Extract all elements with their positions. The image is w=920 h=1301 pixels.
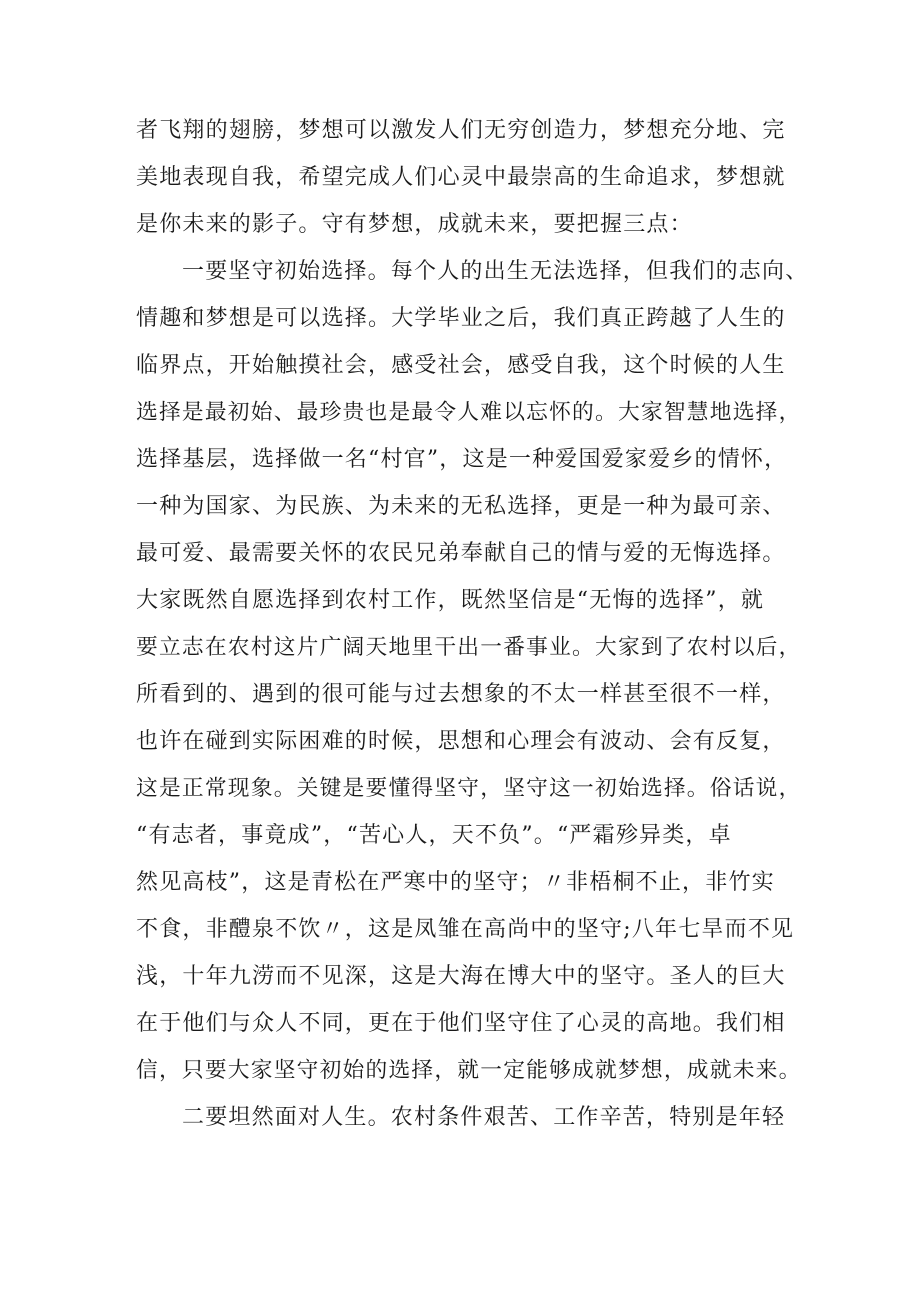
text-line: 者飞翔的翅膀，梦想可以激发人们无穷创造力，梦想充分地、完 [136, 118, 786, 143]
text-line: 不食，非醴泉不饮〃，这是凤雏在高尚中的坚守;八年七旱而不见 [136, 917, 795, 942]
text-line: “有志者，事竟成”，“苦心人，天不负”。“严霜殄异类，卓 [136, 823, 732, 848]
text-line: 在于他们与众人不同，更在于他们坚守住了心灵的高地。我们相 [136, 1011, 786, 1036]
text-line: 然见高枝”，这是青松在严寒中的坚守；〃非梧桐不止，非竹实 [136, 870, 775, 895]
text-line: 所看到的、遇到的很可能与过去想象的不太一样甚至很不一样， [136, 682, 786, 707]
text-line: 是你未来的影子。守有梦想，成就未来，要把握三点： [136, 212, 693, 237]
text-line: 选择基层，选择做一名“村官”，这是一种爱国爱家爱乡的情怀， [136, 447, 788, 472]
text-line: 美地表现自我，希望完成人们心灵中最崇高的生命追求，梦想就 [136, 165, 786, 190]
text-line: 要立志在农村这片广阔天地里干出一番事业。大家到了农村以后， [136, 635, 802, 660]
text-line: 信，只要大家坚守初始的选择，就一定能够成就梦想，成就未来。 [136, 1058, 802, 1083]
text-line: 浅，十年九涝而不见深，这是大海在博大中的坚守。圣人的巨大 [136, 964, 786, 989]
text-line: 也许在碰到实际困难的时候，思想和心理会有波动、会有反复， [136, 729, 786, 754]
text-line: 临界点，开始触摸社会，感受社会，感受自我，这个时候的人生 [136, 353, 786, 378]
paragraph-start-line: 二要坦然面对人生。农村条件艰苦、工作辛苦，特别是年轻 [182, 1105, 786, 1130]
text-line: 情趣和梦想是可以选择。大学毕业之后，我们真正跨越了人生的 [136, 306, 786, 331]
text-line: 大家既然自愿选择到农村工作，既然坚信是“无悔的选择”，就 [136, 588, 765, 613]
text-line: 这是正常现象。关键是要懂得坚守，坚守这一初始选择。俗话说， [136, 776, 802, 801]
text-line: 选择是最初始、最珍贵也是最令人难以忘怀的。大家智慧地选择， [136, 400, 802, 425]
paragraph-start-line: 一要坚守初始选择。每个人的出生无法选择，但我们的志向、 [182, 259, 809, 284]
text-line: 最可爱、最需要关怀的农民兄弟奉献自己的情与爱的无悔选择。 [136, 541, 786, 566]
text-line: 一种为国家、为民族、为未来的无私选择，更是一种为最可亲、 [136, 494, 786, 519]
